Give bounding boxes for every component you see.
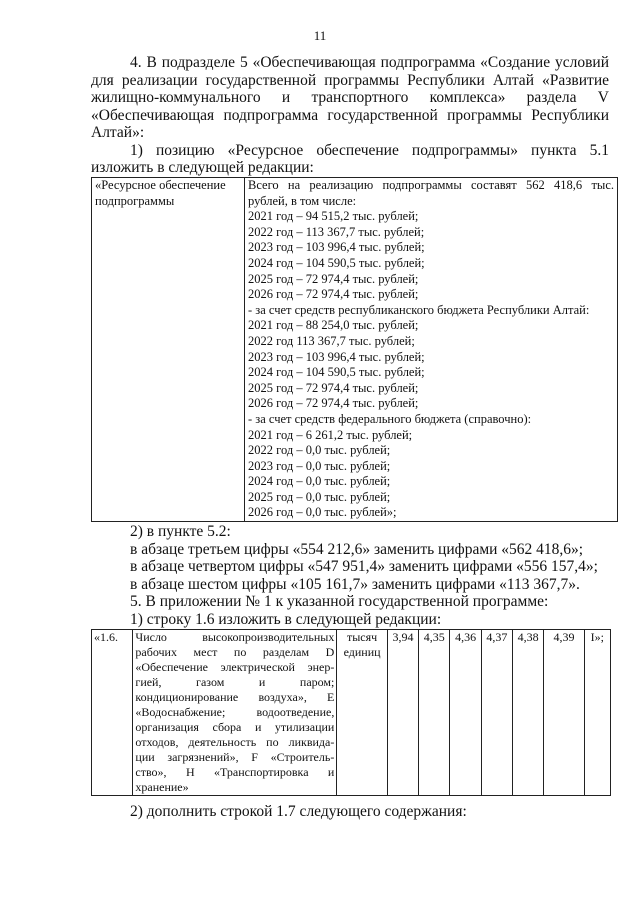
resource-line: - за счет средств республиканского бюджета Республики Алтай: (248, 302, 590, 317)
resource-line: 2026 год – 72 974,4 тыс. рублей; (248, 287, 419, 302)
resource-line: Всего на реализацию подпрограммы составят 562 418,6 тыс. (248, 178, 614, 192)
resource-line: - за счет средств федерального бюджета (справочно): (248, 411, 532, 426)
description-line: ство», H «Транспортировка и (135, 765, 335, 779)
footer-block (91, 803, 609, 821)
description-line: рабочих мест по разделам D (135, 645, 335, 659)
description-line: хранение» (135, 780, 189, 794)
resource-line: 2026 год – 72 974,4 тыс. рублей; (248, 396, 419, 411)
table-row (92, 630, 611, 796)
value-cell: 4,37 (481, 630, 512, 796)
value-cell: 4,38 (513, 630, 544, 796)
paragraph-4: 4. В подразделе 5 «Обеспечивающая подпрограмма «Создание условий для реализации государственной программы Республики Алтай «Развитие жилищно-коммунального и транспортного комплекса» раздела V «Обеспечивающая подпрограмма государственной программы Республики Алтай»: (91, 54, 609, 141)
description-line: кондиционирование воздуха», E (135, 690, 335, 704)
description-line: отходов, деятельность по ликвида- (135, 735, 335, 749)
subparagraph-2b: 2) дополнить строкой 1.7 следующего содержания: (130, 803, 467, 820)
resource-line: 2023 год – 103 996,4 тыс. рублей; (248, 240, 425, 255)
subparagraph-1: 1) позицию «Ресурсное обеспечение подпрограммы» пункта 5.1 изложить в следующей редакции: (91, 141, 609, 176)
subparagraph-1b: 1) строку 1.6 изложить в следующей редакции: (130, 610, 442, 628)
unit-cell: тысяч единиц (337, 630, 387, 796)
value-cell: 4,36 (450, 630, 481, 796)
indicator-table (91, 629, 611, 796)
intro-block (91, 54, 609, 177)
subparagraph-2: 2) в пункте 5.2: (130, 523, 231, 540)
resource-line: 2021 год – 6 261,2 тыс. рублей; (248, 427, 413, 442)
resource-line: 2025 год – 72 974,4 тыс. рублей; (248, 271, 419, 286)
value-cell: 3,94 (387, 630, 418, 796)
resource-line: 2021 год – 88 254,0 тыс. рублей; (248, 318, 419, 333)
resource-line: 2024 год – 0,0 тыс. рублей; (248, 474, 391, 489)
resource-label-cell: «Ресурсное обеспечение подпрограммы (92, 178, 245, 522)
resource-values-cell (245, 178, 618, 522)
replacement-line-c: в абзаце шестом цифры «105 161,7» заменить цифрами «113 367,7». (130, 575, 580, 593)
resource-line: рублей, в том числе: (248, 193, 357, 208)
description-line: Число высокопроизводительных (135, 630, 335, 644)
resource-line: 2022 год – 113 367,7 тыс. рублей; (248, 224, 425, 239)
middle-block (91, 523, 609, 628)
replacement-line-b: в абзаце четвертом цифры «547 951,4» заменить цифрами «556 157,4»; (130, 558, 598, 575)
last-cell: I»; (584, 630, 610, 796)
description-line: гией, газом и паром; (135, 675, 335, 689)
resource-line: 2023 год – 103 996,4 тыс. рублей; (248, 349, 425, 364)
description-line: ции загрязнений», F «Строитель- (135, 750, 335, 764)
resource-line: 2024 год – 104 590,5 тыс. рублей; (248, 255, 425, 270)
resource-line: 2024 год – 104 590,5 тыс. рублей; (248, 365, 425, 380)
value-cell: 4,39 (544, 630, 584, 796)
resource-line: 2022 год 113 367,7 тыс. рублей; (248, 333, 415, 348)
resource-line: 2023 год – 0,0 тыс. рублей; (248, 458, 391, 473)
value-cell: 4,35 (419, 630, 450, 796)
description-line: организация сбора и утилизации (135, 720, 335, 734)
resource-line: 2022 год – 0,0 тыс. рублей; (248, 443, 391, 458)
description-line: «Обеспечение электрической энер- (135, 660, 335, 674)
resource-line: 2025 год – 72 974,4 тыс. рублей; (248, 380, 419, 395)
description-line: «Водоснабжение; водоотведение, (135, 705, 335, 719)
page-number: 11 (313, 28, 327, 43)
paragraph-5: 5. В приложении № 1 к указанной государственной программе: (130, 593, 549, 610)
replacement-line-a: в абзаце третьем цифры «554 212,6» заменить цифрами «562 418,6»; (130, 540, 584, 558)
resource-line: 2026 год – 0,0 тыс. рублей»; (248, 505, 397, 520)
resource-line: 2025 год – 0,0 тыс. рублей; (248, 489, 391, 504)
row-number-cell: «1.6. (92, 630, 133, 796)
resource-table (91, 177, 618, 522)
resource-line: 2021 год – 94 515,2 тыс. рублей; (248, 209, 419, 224)
description-cell (133, 630, 337, 796)
